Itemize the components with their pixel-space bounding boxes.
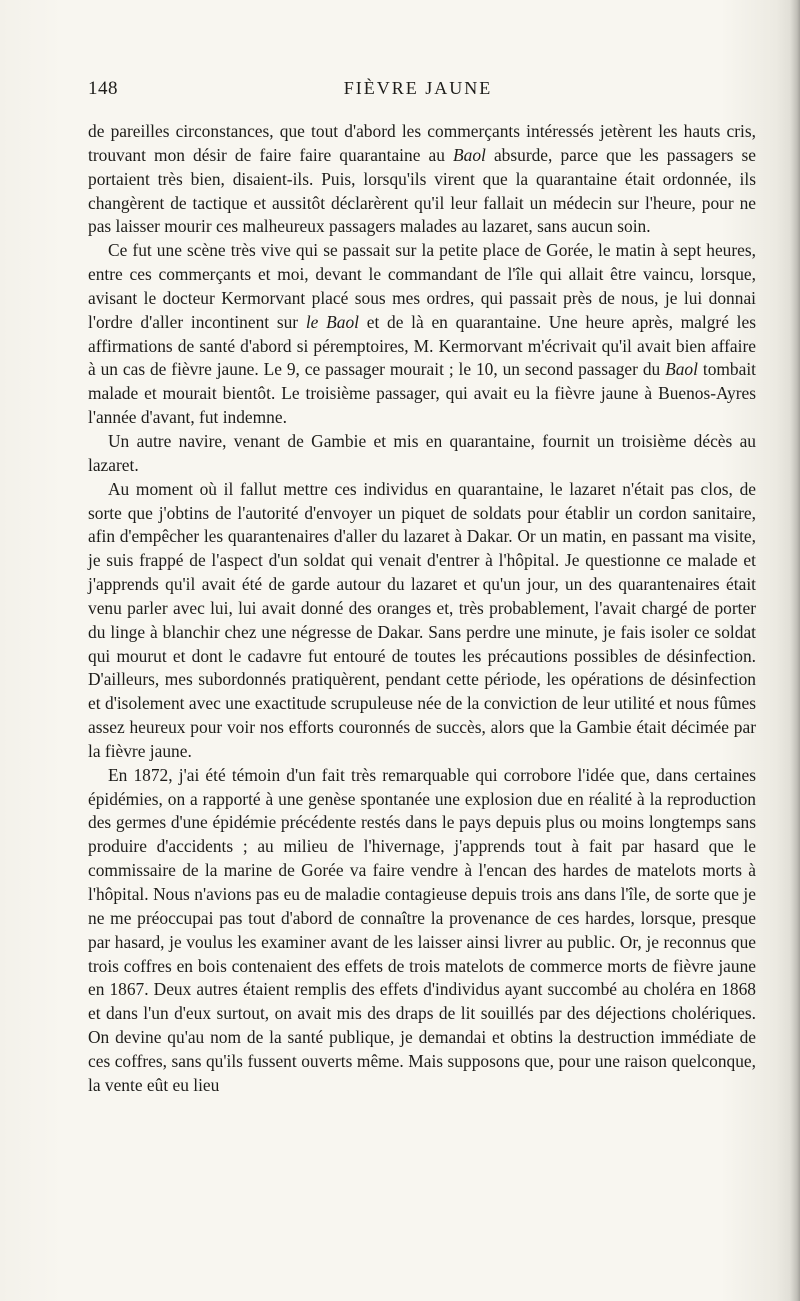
paragraph bbox=[88, 478, 756, 764]
text-run: Au moment où il fallut mettre ces individus en quarantaine, le lazaret n'était pas clos, de sorte que j'obtins de l'autorité d'envoyer un piquet de soldats pour établir un cordon sanitaire, afin d'empêcher les quarantenaires d'aller du lazaret à Dakar. Or un matin, en passant ma visite, je suis frappé de l'aspect d'un soldat qui venait d'entrer à l'hôpital. Je questionne ce malade et j'apprends qu'il avait été de garde autour du lazaret et qu'un jour, un des quarantenaires était venu parler avec lui, lui avait donné des oranges et, très probablement, l'avait chargé de porter du linge à blanchir chez une négresse de Dakar. Sans perdre une minute, je fais isoler ce soldat qui mourut et dont le cadavre fut entouré de toutes les précautions possibles de désinfection. D'ailleurs, mes subordonnés pratiquèrent, pendant cette période, les opérations de désinfection et d'isolement avec une exactitude scrupuleuse née de la conviction de leur utilité et nous fûmes assez heureux pour voir nos efforts couronnés de succès, alors que la Gambie était décimée par la fièvre jaune. bbox=[88, 478, 756, 761]
italic-text: le Baol bbox=[305, 311, 359, 332]
italic-text: Baol bbox=[453, 144, 486, 165]
text-run: et de là en quarantaine. Une heure après, malgré les affirmations de santé d'abord si péremptoires, M. Kermorvant m'écrivait qu'il avait bien affaire à un cas de fièvre jaune. Le 9, ce passager mourait ; le 10, un second passager du bbox=[88, 311, 756, 380]
text-run: En 1872, j'ai été témoin d'un fait très remarquable qui corrobore l'idée que, dans certaines épidémies, on a rapporté à une genèse spontanée une explosion due en réalité à la reproduction des germes d'une épidémie précédente restés dans le pays depuis plus ou moins longtemps sans produire d'accidents ; au milieu de l'hivernage, j'apprends tout à fait par hasard que le commissaire de la marine de Gorée va faire vendre à l'encan des hardes de matelots morts à l'hôpital. Nous n'avions pas eu de maladie contagieuse depuis trois ans dans l'île, de sorte que je ne me préoccupai pas tout d'abord de connaître la provenance de ces hardes, lorsque, presque par hasard, je voulus les examiner avant de les laisser ainsi livrer au public. Or, je reconnus que trois coffres en bois contenaient des effets de trois matelots de commerce morts de fièvre jaune en 1867. Deux autres étaient remplis des effets d'individus ayant succombé au choléra en 1868 et dans l'un d'eux surtout, on avait mis des draps de lit souillés par des déjections cholériques. On devine qu'au nom de la santé publique, je demandai et obtins la destruction immédiate de ces coffres, sans qu'ils fussent ouverts même. Mais supposons que, pour une raison quelconque, la vente eût eu lieu bbox=[88, 764, 756, 1095]
page-edge-shadow bbox=[790, 0, 800, 1301]
paragraph bbox=[88, 239, 756, 430]
page-number: 148 bbox=[88, 78, 118, 99]
page-header bbox=[88, 78, 748, 104]
paragraph bbox=[88, 120, 756, 239]
italic-text: Baol bbox=[665, 359, 698, 380]
text-run: tombait malade et mourait bientôt. Le troisième passager, qui avait eu la fièvre jaune à Buenos-Ayres l'année d'avant, fut indemne. bbox=[88, 359, 756, 428]
text-run: absurde, parce que les passagers se portaient très bien, disaient-ils. Puis, lorsqu'ils virent que la quarantaine était ordonnée, ils changèrent de tactique et aussitôt déclarèrent qu'il leur fallait un médecin sur l'heure, pour ne pas laisser mourir ces malheureux passagers malades au lazaret, sans aucun soin. bbox=[88, 144, 756, 237]
paragraph bbox=[88, 764, 756, 1098]
text-run: Ce fut une scène très vive qui se passait sur la petite place de Gorée, le matin à sept heures, entre ces commerçants et moi, devant le commandant de l'île qui allait être vaincu, lorsque, avisant le docteur Kermorvant placé sous mes ordres, qui passait près de nous, je lui donnai l'ordre d'aller incontinent sur bbox=[88, 240, 756, 332]
running-title: FIÈVRE JAUNE bbox=[343, 78, 493, 98]
text-run: Un autre navire, venant de Gambie et mis en quarantaine, fournit un troisième décès au lazaret. bbox=[88, 430, 756, 475]
text-run: de pareilles circonstances, que tout d'abord les commerçants intéressés jetèrent les hauts cris, trouvant mon désir de faire faire quarantaine au bbox=[88, 121, 756, 165]
body-text bbox=[88, 120, 756, 1098]
paragraph bbox=[88, 430, 756, 478]
